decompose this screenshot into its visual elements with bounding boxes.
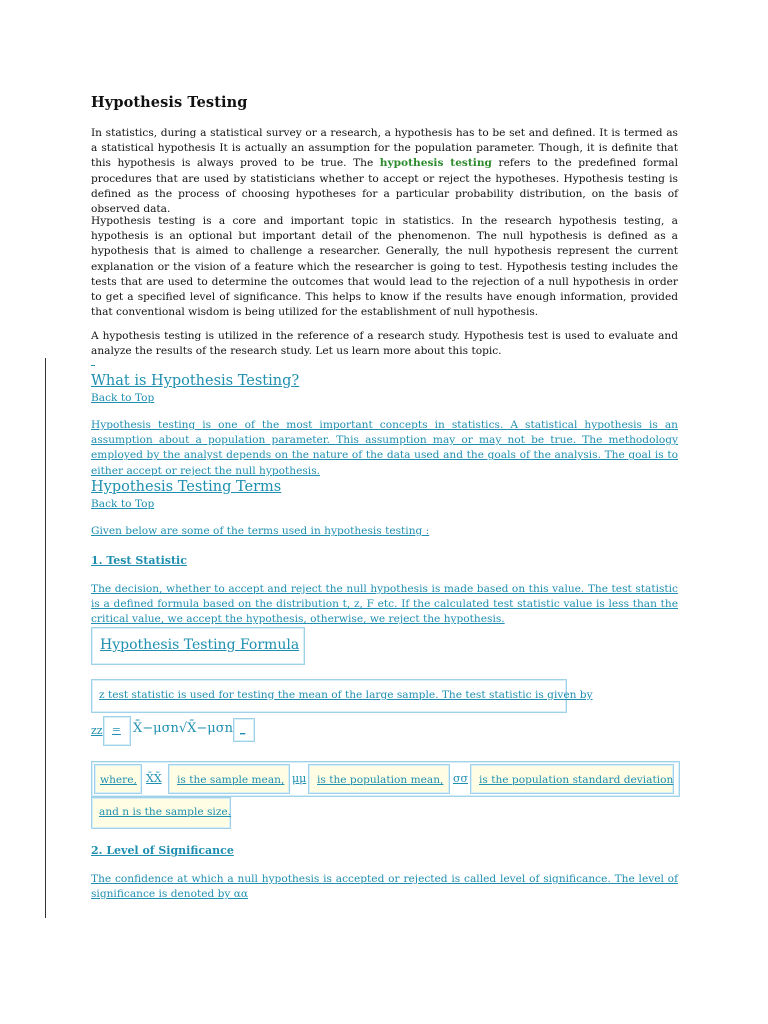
page-title: Hypothesis Testing [91, 94, 248, 111]
term2-paragraph[interactable]: The confidence at which a null hypothesis is accepted or rejected is called level of significance. The level of significance is denoted by αα [91, 873, 678, 901]
formula-expression: X̄−μσn√X̄−μσn [133, 721, 233, 736]
intro-p1-text-b: refers to the predefined formal procedures that are used by statisticians whether to accept or reject the hypotheses. Hypothesis testing is defined as the process of choosing hypotheses for a particular probability distribution, on the basis of observed data. [91, 157, 678, 216]
sample-size-text: and n is the sample size. [99, 806, 232, 818]
formula-eq-box [103, 716, 131, 746]
symbol-std-dev: σσ [453, 772, 469, 785]
std-dev-text: is the population standard deviation [479, 774, 674, 786]
where-box [91, 761, 680, 797]
term1-paragraph[interactable]: The decision, whether to accept and reject the null hypothesis is made based on this value. The test statistic is a defined formula based on the distribution t, z, F etc. If the calculated test statistic value is less than the critical value, we accept the hypothesis, otherwise, we reject the hypothesis. [91, 583, 678, 626]
population-mean-text: is the population mean, [317, 774, 444, 786]
terms-intro[interactable]: Given below are some of the terms used in hypothesis testing : [91, 525, 430, 537]
where-cell-1 [94, 764, 142, 794]
back-to-top-link-1[interactable]: Back to Top [91, 392, 155, 404]
intro-paragraph-2: Hypothesis testing is a core and important topic in statistics. In the research hypothesis testing, a hypothesis is an optional but important detail of the phenomenon. The null hypothesis is defined as a hypothesis that is aimed to challenge a researcher. Generally, the null hypothesis represent the current explanation or the vision of a feature which the researcher is going to test. Hypothesis testing includes the tests that are used to determine the outcomes that would lead to the rejection of a null hypothesis in order to get a specified level of significance. This helps to know if the results have enough information, provided that conventional wisdom is being utilized for the establishment of null hypothesis. [91, 215, 678, 319]
anchor-marker [91, 365, 95, 366]
where-cell-4 [470, 764, 674, 794]
sample-size-box [91, 797, 231, 829]
where-cell-2 [168, 764, 290, 794]
z-statistic-text[interactable]: z test statistic is used for testing the mean of the large sample. The test statistic is given by [99, 689, 593, 701]
formula-trail: _ [240, 723, 246, 735]
formula-equals: = [112, 724, 121, 736]
section-heading-what-is[interactable]: What is Hypothesis Testing? [91, 373, 300, 389]
back-to-top-link-2[interactable]: Back to Top [91, 498, 155, 510]
symbol-sample-mean: X̄X̄ [146, 772, 162, 785]
term2-heading[interactable]: 2. Level of Significance [91, 844, 234, 857]
term1-heading[interactable]: 1. Test Statistic [91, 554, 187, 567]
where-cell-3 [308, 764, 450, 794]
z-statistic-box [91, 679, 593, 713]
symbol-population-mean: μμ [292, 772, 307, 785]
formula-trail-box [233, 718, 255, 742]
section-heading-terms[interactable]: Hypothesis Testing Terms [91, 479, 282, 495]
intro-p1-text-a: In statistics, during a statistical survey or a research, a hypothesis has to be set and defined. It is termed as a statistical hypothesis It is actually an assumption for the population parameter. Though, it is definite that this hypothesis is always proved to be true. The [91, 127, 678, 170]
hypothesis-testing-link[interactable]: hypothesis testing [379, 157, 492, 170]
margin-change-bar [45, 358, 46, 918]
intro-paragraph-3: A hypothesis testing is utilized in the reference of a research study. Hypothesis test is used to evaluate and analyze the results of the research study. Let us learn more about this topic. [91, 330, 678, 358]
formula-title-box [91, 627, 305, 665]
where-label: where, [100, 774, 137, 786]
sample-mean-text: is the sample mean, [177, 774, 285, 786]
intro-paragraph-1 [91, 126, 678, 217]
section1-paragraph[interactable]: Hypothesis testing is one of the most important concepts in statistics. A statistical hypothesis is an assumption about a population parameter. This assumption may or may not be true. The methodology employed by the analyst depends on the nature of the data used and the goals of the analysis. The goal is to either accept or reject the null hypothesis. [91, 419, 678, 477]
formula-title[interactable]: Hypothesis Testing Formula [100, 637, 300, 653]
formula-lhs: zz [91, 724, 103, 737]
